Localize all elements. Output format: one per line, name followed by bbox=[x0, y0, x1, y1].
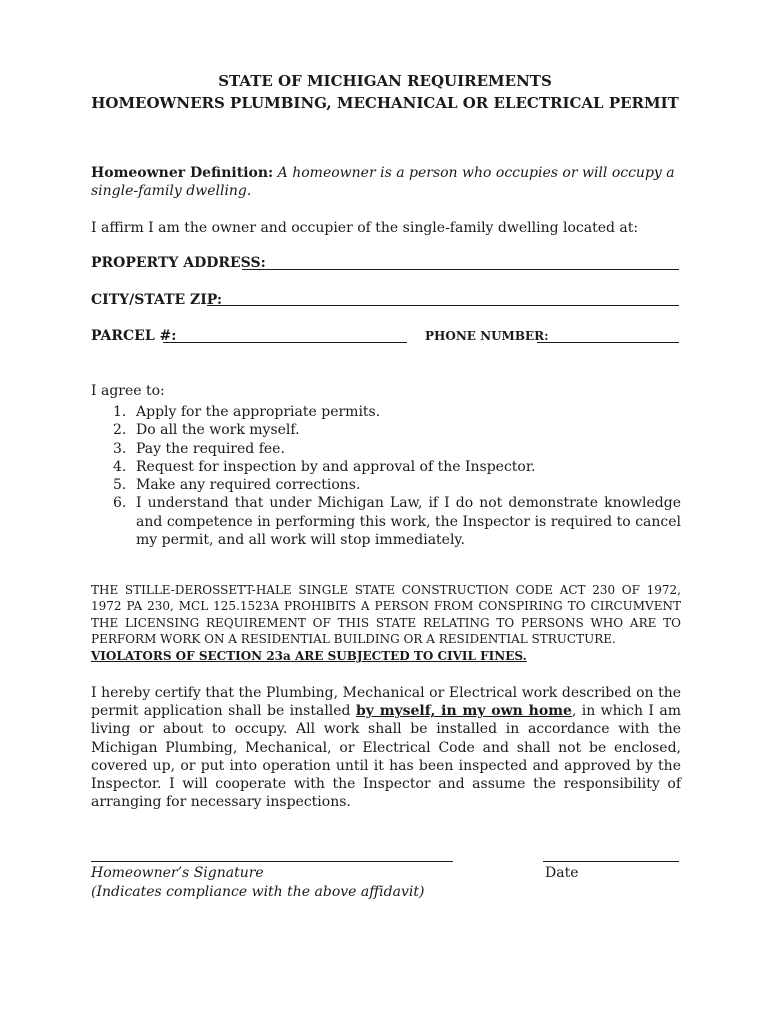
list-item bbox=[91, 494, 681, 549]
definition-text: A homeowner is a person who occupies or will occupy a single-family dwelling. bbox=[91, 165, 675, 199]
property-address-label: PROPERTY ADDRESS: bbox=[91, 255, 266, 271]
list-item bbox=[91, 440, 681, 458]
certify-text-part1: I hereby certify that the Plumbing, Mechanical or Electrical work described on the permit application shall be installed bbox=[91, 685, 681, 720]
item-number: 2. bbox=[113, 422, 127, 439]
item-text: Apply for the appropriate permits. bbox=[136, 404, 381, 420]
item-number: 1. bbox=[113, 404, 127, 420]
list-item bbox=[91, 403, 681, 421]
item-text: Pay the required fee. bbox=[136, 440, 285, 457]
statute-notice: THE STILLE-DEROSSETT-HALE SINGLE STATE CONSTRUCTION CODE ACT 230 OF 1972, 1972 PA 230, MCL 125.1523A PROHIBITS A PERSON FROM CONSPIRING TO CIRCUMVENT THE LICENSING REQUIREMENT OF THIS STATE RELATING TO PERSONS WHO ARE TO PERFORM WORK ON A RESIDENTIAL BUILDING OR A RESIDENTIAL STRUCTURE. bbox=[91, 583, 681, 646]
signature-label: Homeowner’s Signature bbox=[91, 865, 264, 881]
parcel-label: PARCEL #: bbox=[91, 328, 177, 344]
date-label: Date bbox=[545, 865, 579, 881]
list-item bbox=[91, 476, 681, 494]
phone-number-label: PHONE NUMBER: bbox=[425, 329, 549, 343]
item-text: Do all the work myself. bbox=[136, 422, 300, 439]
certify-text-part2: , in which I am living or about to occupy. All work shall be installed in accordance with the Michigan Plumbing, Mechanical, or Electrical Code and shall not be enclosed, covered up, or put into operation until it has been inspected and approved by the Inspector. I will cooperate with the Inspector and assume the responsibility of arranging for necessary inspections. bbox=[91, 703, 681, 811]
definition-label: Homeowner Definition: bbox=[91, 165, 274, 181]
item-text: Request for inspection by and approval of the Inspector. bbox=[136, 458, 536, 475]
signature-note: (Indicates compliance with the above affidavit) bbox=[91, 884, 425, 900]
signature-line[interactable] bbox=[91, 861, 453, 862]
property-address-field[interactable] bbox=[242, 269, 679, 270]
city-state-zip-field[interactable] bbox=[207, 305, 679, 306]
form-subtitle: HOMEOWNERS PLUMBING, MECHANICAL OR ELECTRICAL PERMIT bbox=[91, 94, 679, 112]
agreement-list bbox=[91, 403, 681, 549]
date-line[interactable] bbox=[543, 861, 679, 862]
agree-intro: I agree to: bbox=[91, 383, 165, 399]
violators-warning: VIOLATORS OF SECTION 23a ARE SUBJECTED TO CIVIL FINES. bbox=[91, 649, 527, 663]
item-number: 6. bbox=[113, 495, 127, 512]
parcel-field[interactable] bbox=[163, 342, 407, 343]
form-title: STATE OF MICHIGAN REQUIREMENTS bbox=[218, 72, 552, 90]
affirm-statement: I affirm I am the owner and occupier of the single-family dwelling located at: bbox=[91, 220, 639, 236]
item-number: 5. bbox=[113, 477, 127, 494]
certify-emphasis: by myself, in my own home bbox=[355, 703, 572, 720]
item-number: 4. bbox=[113, 458, 127, 475]
list-item bbox=[91, 421, 681, 439]
phone-number-field[interactable] bbox=[537, 342, 679, 343]
list-item bbox=[91, 458, 681, 476]
city-state-zip-label: CITY/STATE ZIP: bbox=[91, 292, 223, 308]
homeowner-definition bbox=[91, 164, 681, 200]
certification-statement bbox=[91, 684, 681, 811]
item-number: 3. bbox=[113, 440, 127, 457]
item-text: I understand that under Michigan Law, if I do not demonstrate knowledge and competence in performing this work, the Inspector is required to cancel my permit, and all work will stop immediately. bbox=[136, 495, 681, 549]
item-text: Make any required corrections. bbox=[136, 477, 361, 494]
